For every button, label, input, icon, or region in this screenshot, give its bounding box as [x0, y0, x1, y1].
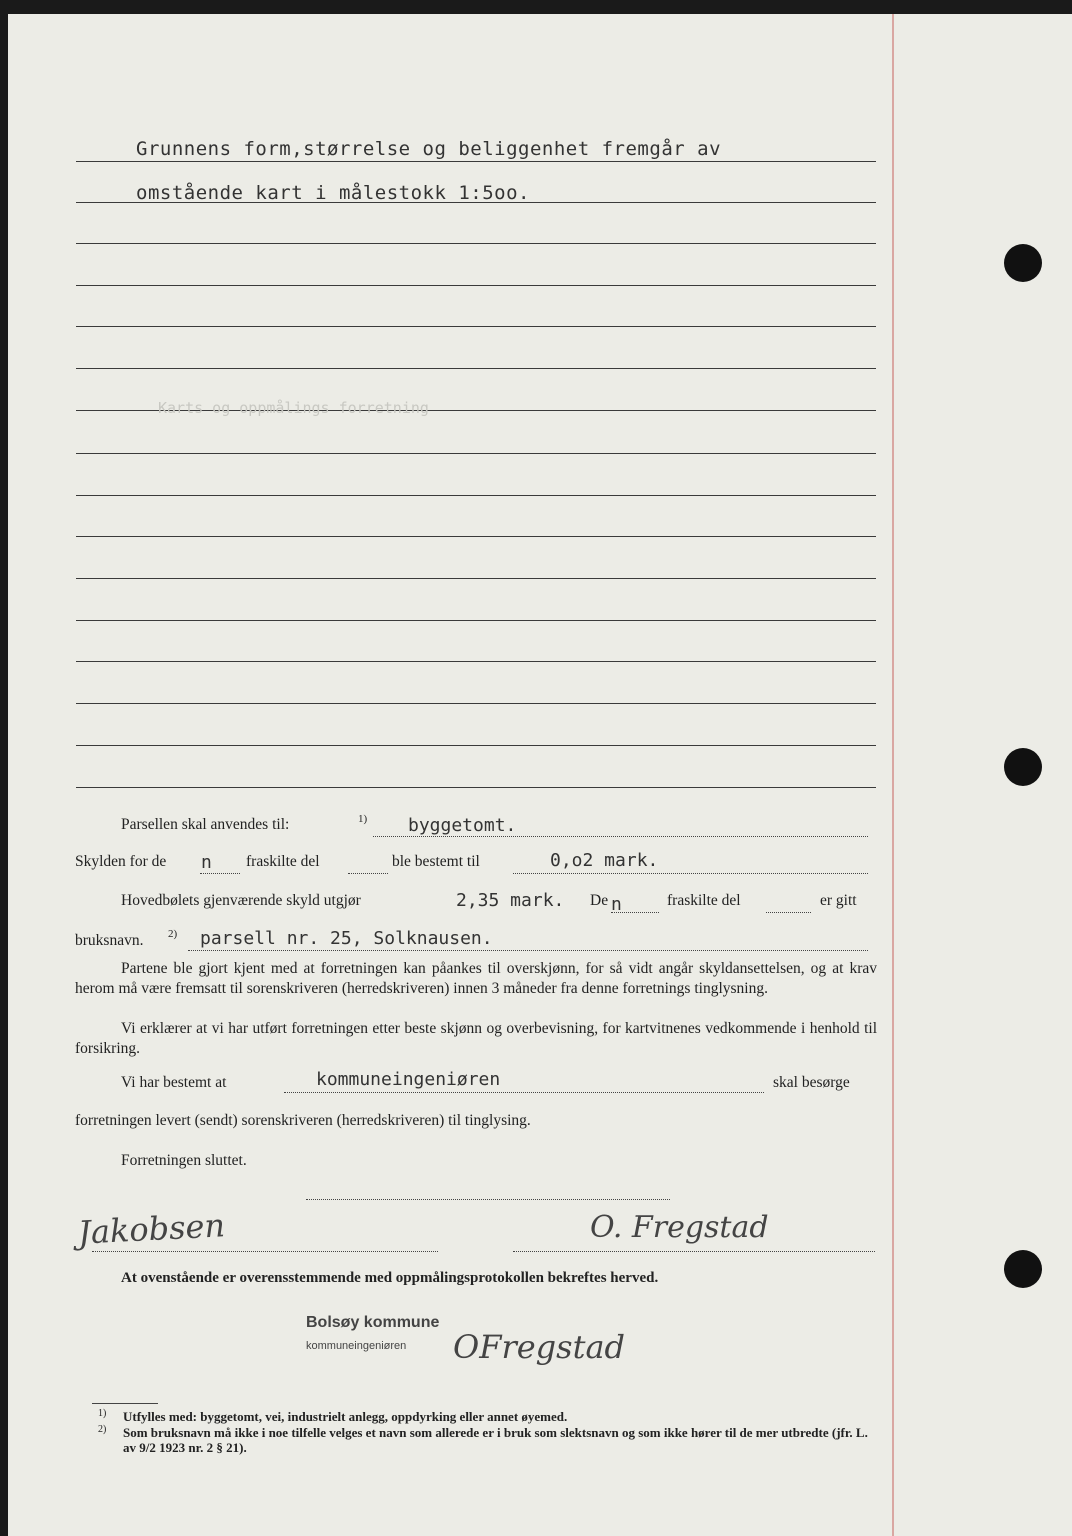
ruled-line — [76, 536, 876, 537]
typed-line-1: Grunnens form,størrelse og beliggenhet fremgår av — [136, 138, 722, 160]
skyld-dots-1 — [200, 873, 240, 874]
signature-line-right — [513, 1251, 875, 1252]
footnote-separator — [92, 1403, 158, 1404]
hovedbol-dots-2 — [766, 912, 811, 913]
certification-text: At ovenstående er overensstemmende med oppmålingsprotokollen bekreftes herved. — [121, 1270, 659, 1286]
responsible-line2: forretningen levert (sendt) sorenskriveren (herredskriveren) til tinglysing. — [75, 1112, 531, 1129]
responsible-dots — [284, 1092, 764, 1093]
signature-left: Jakobsen — [77, 1206, 226, 1252]
signature-line-top — [306, 1199, 670, 1200]
ruled-line — [76, 453, 876, 454]
hovedbol-value: 2,35 mark. — [456, 890, 565, 911]
ruled-line — [76, 285, 876, 286]
ruled-line — [76, 326, 876, 327]
responsible-suffix: skal besørge — [773, 1074, 850, 1091]
bruksnavn-dots — [188, 950, 868, 951]
responsible-value: kommuneingeniøren — [316, 1069, 501, 1090]
hovedbol-den-n: n — [611, 894, 622, 915]
bruksnavn-label: bruksnavn. — [75, 932, 144, 949]
ruled-line — [76, 495, 876, 496]
footnote-2 — [98, 1425, 878, 1455]
skyld-dots-3 — [513, 873, 868, 874]
hovedbol-dots-1 — [611, 912, 659, 913]
footnote-2-ref: 2) — [98, 1424, 107, 1435]
appeal-paragraph: Partene ble gjort kjent med at forretningen kan påankes til overskjønn, for så vidt angår skyldansettelsen, og at krav herom må være fremsatt til sorenskriveren (herredskriveren) innen 3 måneder fra denne forretnings tinglysning. — [75, 960, 877, 997]
skyld-mid: fraskilte del — [246, 853, 320, 870]
footnote-1-text: Utfylles med: byggetomt, vei, industrielt anlegg, oppdyrking eller annet øyemed. — [123, 1409, 568, 1424]
skyld-n: n — [201, 852, 212, 873]
margin-rule — [892, 14, 894, 1536]
hovedbol-mid: fraskilte del — [667, 892, 741, 909]
skyld-label: ble bestemt til — [392, 853, 480, 870]
skyld-prefix: Skylden for de — [75, 853, 167, 870]
ruled-line — [76, 703, 876, 704]
typed-line-2: omstående kart i målestokk 1:5oo. — [136, 182, 530, 204]
ruled-line — [76, 578, 876, 579]
punch-hole-top — [1004, 244, 1042, 282]
skyld-dots-2 — [348, 873, 388, 874]
signature-right: O. Fregstad — [590, 1210, 769, 1245]
punch-hole-bottom — [1004, 1250, 1042, 1288]
hovedbol-end: er gitt — [820, 892, 857, 909]
punch-hole-middle — [1004, 748, 1042, 786]
ruled-line — [76, 745, 876, 746]
ruled-line — [76, 368, 876, 369]
hovedbol-label: Hovedbølets gjenværende skyld utgjør — [121, 892, 361, 909]
document-page — [8, 14, 1072, 1536]
footnote-1 — [98, 1409, 878, 1424]
signature-line-left — [92, 1251, 438, 1252]
stamp-line-1: Bolsøy kommune — [306, 1314, 440, 1331]
bruksnavn-note-ref: 2) — [168, 928, 178, 940]
closing-text: Forretningen sluttet. — [121, 1152, 247, 1169]
usage-label: Parsellen skal anvendes til: — [121, 816, 290, 833]
ruled-line — [76, 787, 876, 788]
usage-dotted-line — [373, 836, 868, 837]
footnote-2-text: Som bruksnavn må ikke i noe tilfelle velges et navn som allerede er i bruk som slektsnavn og som ikke hører til de mer utbredte (jfr. L. av 9/2 1923 nr. 2 § 21). — [123, 1425, 868, 1455]
bleed-through-text: Karts og oppmålings forretning — [158, 399, 429, 417]
ruled-line — [76, 243, 876, 244]
ruled-line — [76, 620, 876, 621]
stamp-signature: OFregstad — [453, 1328, 625, 1366]
responsible-prefix: Vi har bestemt at — [121, 1074, 227, 1091]
declaration-paragraph: Vi erklærer at vi har utført forretningen etter beste skjønn og overbevisning, for kartvitnenes vedkommende i henhold til forsikring. — [75, 1020, 877, 1057]
bruksnavn-value: parsell nr. 25, Solknausen. — [200, 928, 493, 949]
stamp-line-2: kommuneingeniøren — [306, 1340, 407, 1352]
ruled-line — [76, 661, 876, 662]
usage-note-ref: 1) — [358, 813, 368, 825]
usage-value: byggetomt. — [408, 815, 517, 836]
hovedbol-den: De — [590, 892, 609, 909]
ruled-line — [76, 161, 876, 162]
skyld-value: 0,o2 mark. — [550, 850, 659, 871]
footnote-1-ref: 1) — [98, 1408, 107, 1419]
